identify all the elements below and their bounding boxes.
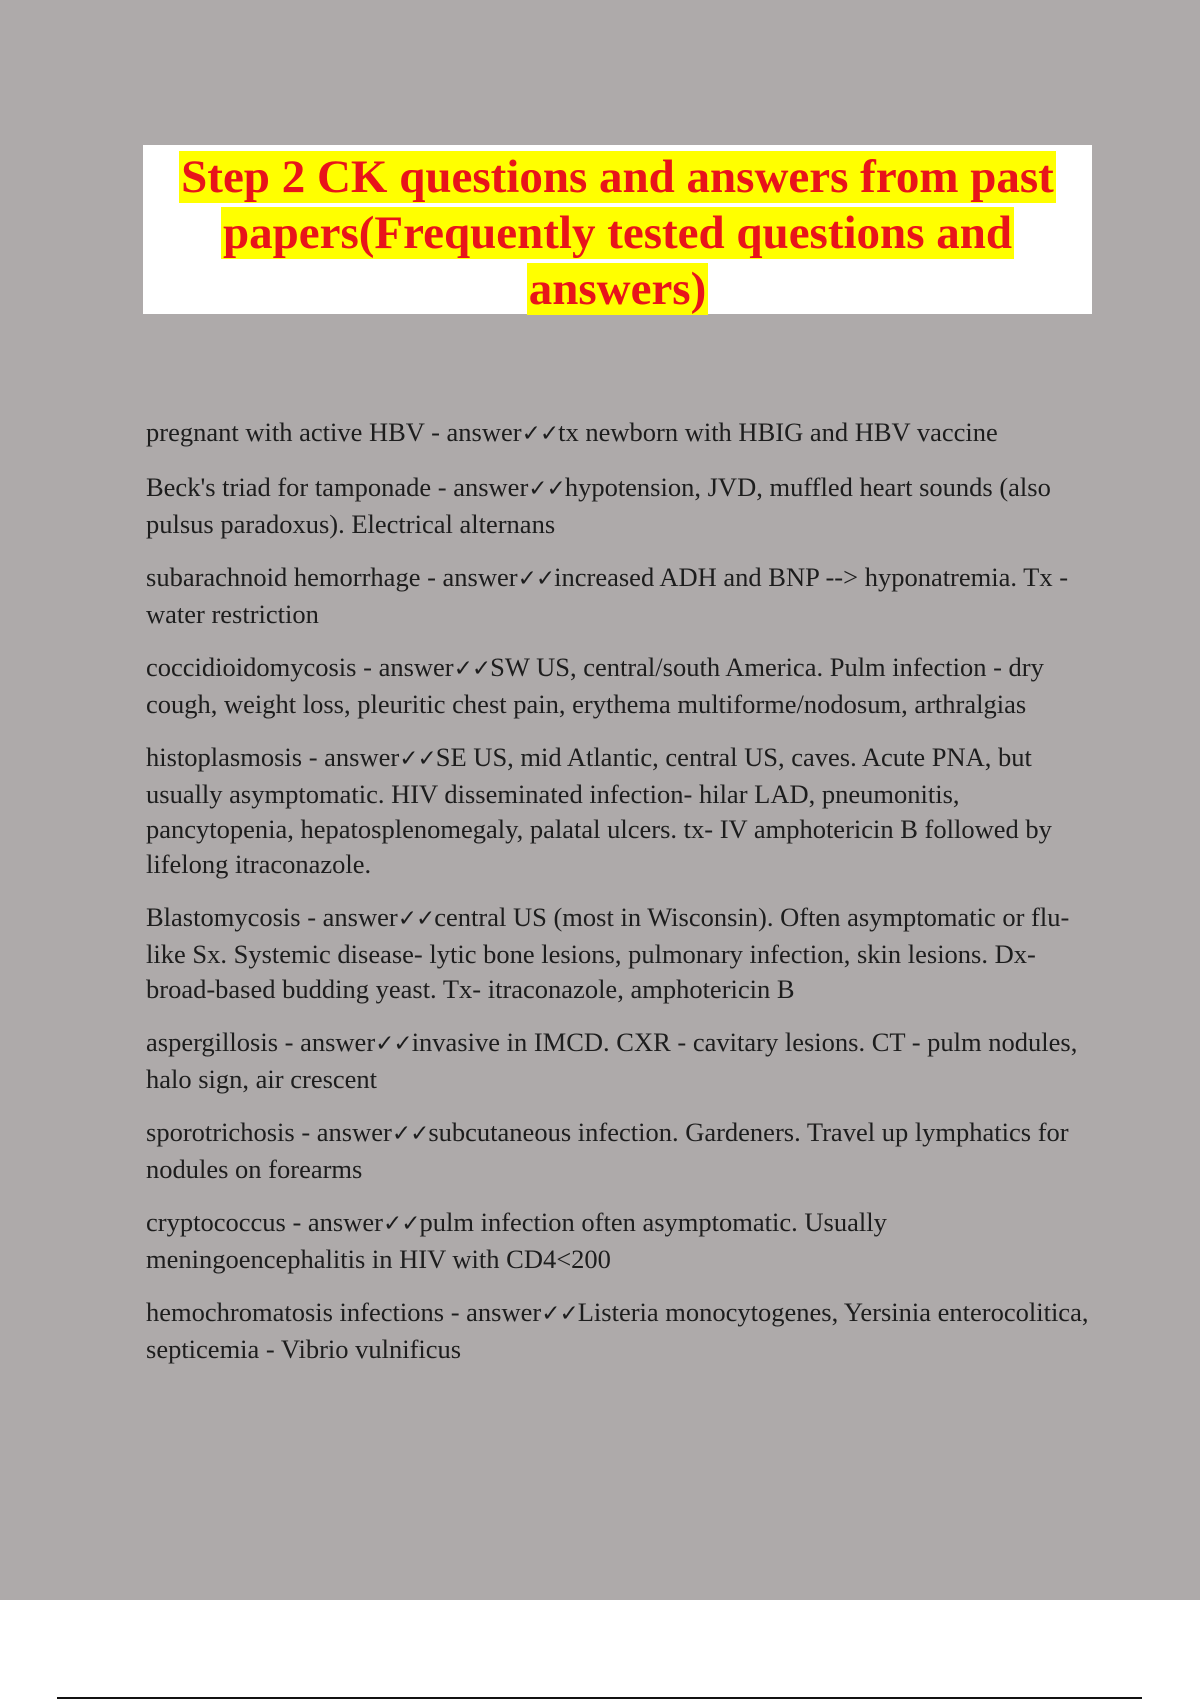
- qa-item: [146, 1295, 1091, 1367]
- title-line-2: papers(Frequently tested questions and: [222, 207, 1013, 259]
- qa-separator: - answer: [420, 562, 518, 592]
- qa-answer: SE US, mid Atlantic, central US, caves. Acute PNA, but usually asymptomatic. HIV disseminated infection- hilar LAD, pneumonitis, pancytopenia, hepatosplenomegaly, palatal ulcers. tx- IV amphotericin B followed by lifelong itraconazole.: [146, 742, 1052, 879]
- qa-term: sporotrichosis: [146, 1117, 295, 1147]
- qa-separator: - answer: [294, 1117, 392, 1147]
- page-divider: [57, 1697, 1142, 1699]
- qa-separator: - answer: [278, 1027, 376, 1057]
- qa-term: histoplasmosis: [146, 742, 303, 772]
- qa-item: [146, 470, 1091, 542]
- qa-separator: - answer: [356, 652, 454, 682]
- qa-answer: SW US, central/south America. Pulm infection - dry cough, weight loss, pleuritic chest pain, erythema multiforme/nodosum, arthralgias: [146, 652, 1044, 719]
- double-check-icon: ✓✓: [375, 1031, 412, 1057]
- double-check-icon: ✓✓: [382, 1211, 420, 1237]
- qa-item: [146, 1025, 1091, 1097]
- qa-answer: pulm infection often asymptomatic. Usually meningoencephalitis in HIV with CD4<200: [146, 1207, 887, 1274]
- double-check-icon: ✓✓: [517, 566, 555, 592]
- title-line-3: answers): [528, 263, 707, 315]
- qa-separator: - answer: [424, 417, 522, 447]
- title-line-1: Step 2 CK questions and answers from past: [181, 151, 1054, 203]
- double-check-icon: ✓✓: [397, 906, 435, 932]
- qa-item: [146, 560, 1091, 632]
- qa-separator: - answer: [285, 1207, 383, 1237]
- double-check-icon: ✓✓: [541, 1301, 578, 1327]
- qa-separator: - answer: [431, 472, 529, 502]
- qa-term: aspergillosis: [146, 1027, 279, 1057]
- qa-term: subarachnoid hemorrhage: [146, 562, 421, 592]
- qa-term: Beck's triad for tamponade: [146, 472, 432, 502]
- double-check-icon: ✓✓: [399, 746, 436, 772]
- double-check-icon: ✓✓: [528, 476, 565, 502]
- qa-item: [146, 740, 1091, 882]
- qa-answer: invasive in IMCD. CXR - cavitary lesions. CT - pulm nodules, halo sign, air crescent: [146, 1027, 1078, 1094]
- qa-item: [146, 650, 1091, 722]
- qa-list: [146, 415, 1091, 1385]
- qa-item: [146, 1205, 1091, 1277]
- double-check-icon: ✓✓: [453, 656, 491, 682]
- qa-answer: tx newborn with HBIG and HBV vaccine: [558, 417, 998, 447]
- qa-item: [146, 415, 1091, 452]
- qa-answer: subcutaneous infection. Gardeners. Travel up lymphatics for nodules on forearms: [146, 1117, 1069, 1184]
- double-check-icon: ✓✓: [391, 1121, 429, 1147]
- page-title: [143, 145, 1092, 317]
- title-box: [143, 145, 1092, 314]
- qa-separator: - answer: [444, 1297, 542, 1327]
- qa-term: hemochromatosis infections: [146, 1297, 445, 1327]
- qa-answer: hypotension, JVD, muffled heart sounds (also pulsus paradoxus). Electrical alternans: [146, 472, 1051, 539]
- qa-answer: Listeria monocytogenes, Yersinia enterocolitica, septicemia - Vibrio vulnificus: [146, 1297, 1089, 1364]
- qa-item: [146, 1115, 1091, 1187]
- qa-term: Blastomycosis: [146, 902, 301, 932]
- qa-term: coccidioidomycosis: [146, 652, 357, 682]
- qa-answer: central US (most in Wisconsin). Often asymptomatic or flu-like Sx. Systemic disease- lytic bone lesions, pulmonary infection, skin lesions. Dx- broad-based budding yeast. Tx- itraconazole, amphotericin B: [146, 902, 1070, 1004]
- double-check-icon: ✓✓: [521, 421, 559, 447]
- qa-item: [146, 900, 1091, 1007]
- qa-term: pregnant with active HBV: [146, 417, 425, 447]
- qa-term: cryptococcus: [146, 1207, 286, 1237]
- qa-separator: - answer: [300, 902, 398, 932]
- qa-answer: increased ADH and BNP --> hyponatremia. Tx - water restriction: [146, 562, 1069, 629]
- qa-separator: - answer: [302, 742, 400, 772]
